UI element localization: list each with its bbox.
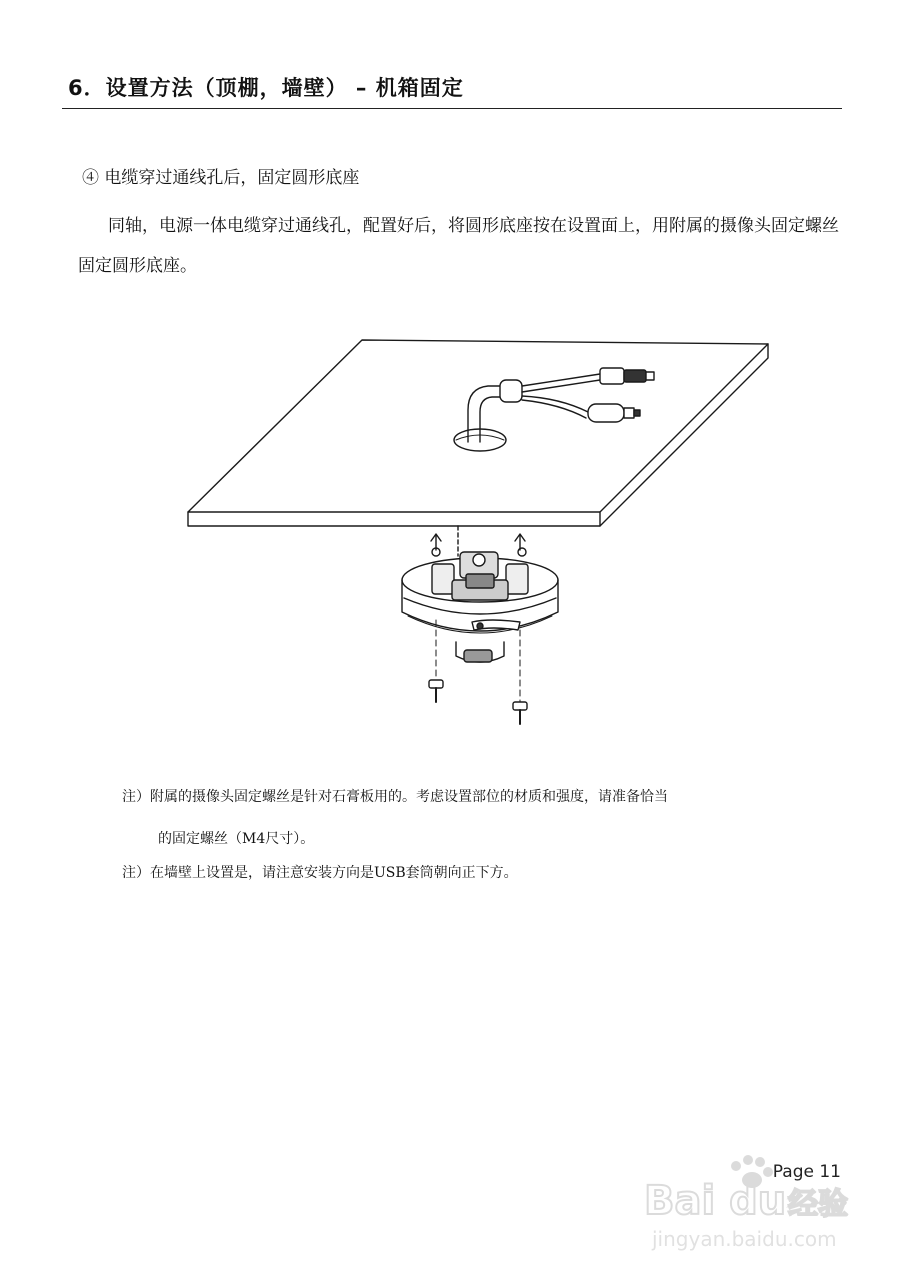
page-number: Page 11: [772, 1162, 841, 1182]
note-screws: [122, 776, 847, 860]
note-text-line1: 在墙壁上设置是，请注意安装方向是USB套筒朝向正下方。: [150, 865, 518, 881]
svg-text:经验: 经验: [788, 1187, 848, 1222]
svg-text:jingyan.baidu.com: jingyan.baidu.com: [652, 1227, 837, 1251]
note-tag: 注）: [122, 789, 150, 805]
note-wall-mount: [122, 862, 847, 882]
page-title: 6．设置方法（顶棚，墙壁） – 机箱固定: [68, 76, 464, 100]
step-body-text: 同轴，电源一体电缆穿过通线孔，配置好后，将圆形底座按在设置面上，用附属的摄像头固定螺丝固定圆形底座。: [78, 216, 839, 276]
svg-text:Bai du: Bai du: [644, 1178, 787, 1224]
step-heading: ④ 电缆穿过通线孔后，固定圆形底座: [82, 168, 360, 188]
fixing-screws: [429, 620, 527, 724]
round-base: [402, 548, 558, 662]
title-divider: [62, 108, 842, 109]
note-text-line2: 的固定螺丝（M4尺寸）。: [158, 831, 315, 847]
note-text-line1: 附属的摄像头固定螺丝是针对石膏板用的。考虑设置部位的材质和强度，请准备恰当: [150, 789, 668, 805]
note-tag: 注）: [122, 865, 150, 881]
ceiling-mount-diagram: [180, 330, 780, 730]
